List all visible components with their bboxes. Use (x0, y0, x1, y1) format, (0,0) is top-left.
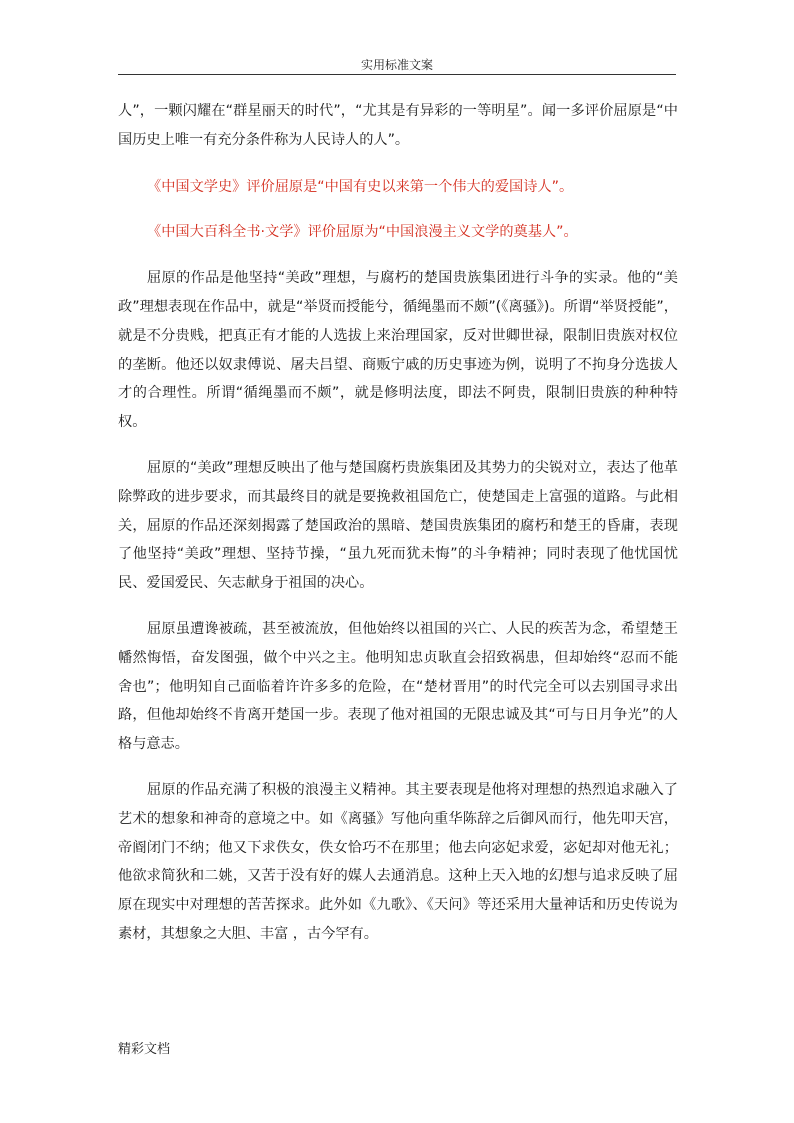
paragraph-literature-history-evaluation: 《中国文学史》评价屈原是“中国有史以来第一个伟大的爱国诗人”。 (147, 178, 574, 195)
paragraph-encyclopedia-evaluation: 《中国大百科全书·文学》评价屈原为“中国浪漫主义文学的奠基人”。 (147, 224, 578, 241)
paragraph-meizheng-ideal: 屈原的作品是他坚持“美政”理想，与腐朽的楚国贵族集团进行斗争的实录。他的“美政”理想表现在作品中，就是“举贤而授能兮，循绳墨而不颇”(《离骚》)。所谓“举贤授能”，就是不分贵贱，把真正有才能的人选拔上来治理国家，反对世卿世禄，限制旧贵族对权位的垄断。他还以奴隶傅说、屠夫吕望、商贩宁戚的历史事迹为例，说明了不拘身分选拔人才的合理性。所谓“循绳墨而不颇”，就是修明法度，即法不阿贵，限制旧贵族的种种特权。 (118, 270, 678, 431)
document-body (118, 97, 678, 949)
page-header: 实用标准文案 (360, 58, 433, 72)
paragraph-loyalty: 屈原虽遭谗被疏，甚至被流放，但他始终以祖国的兴亡、人民的疾苦为念，希望楚王幡然悔悟，奋发图强，做个中兴之主。他明知忠贞耿直会招致祸患，但却始终“忍而不能舍也”；他明知自己面临着许许多多的危险，在“楚材晋用”的时代完全可以去别国寻求出路，但他却始终不肯离开楚国一步。表现了他对祖国的无限忠诚及其“可与日月争光”的人格与意志。 (118, 620, 678, 753)
header-divider (118, 74, 676, 75)
paragraph-struggle-spirit: 屈原的“美政”理想反映出了他与楚国腐朽贵族集团及其势力的尖锐对立，表达了他革除弊政的进步要求，而其最终目的就是要挽救祖国危亡，使楚国走上富强的道路。与此相关，屈原的作品还深刻揭露了楚国政治的黑暗、楚国贵族集团的腐朽和楚王的昏庸，表现了他坚持“美政”理想、坚持节操，“虽九死而犹未悔”的斗争精神；同时表现了他忧国忧民、爱国爱民、矢志献身于祖国的决心。 (118, 459, 678, 592)
paragraph-romanticism: 屈原的作品充满了积极的浪漫主义精神。其主要表现是他将对理想的热烈追求融入了艺术的想象和神奇的意境之中。如《离骚》写他向重华陈辞之后御风而行，他先叩天宫，帝阍闭门不纳；他又下求佚女，佚女恰巧不在那里；他去向宓妃求爱，宓妃却对他无礼；他欲求简狄和二姚，又苦于没有好的媒人去通消息。这种上天入地的幻想与追求反映了屈原在现实中对理想的苦苦探求。此外如《九歌》、《天问》等还采用大量神话和历史传说为素材，其想象之大胆、丰富 ，古今罕有。 (118, 781, 678, 942)
page-footer: 精彩文档 (118, 1042, 171, 1057)
paragraph-wenyiduo-evaluation: 人”，一颗闪耀在“群星丽天的时代”，“尤其是有异彩的一等明星”。闻一多评价屈原是“中国历史上唯一有充分条件称为人民诗人的人”。 (118, 103, 678, 148)
